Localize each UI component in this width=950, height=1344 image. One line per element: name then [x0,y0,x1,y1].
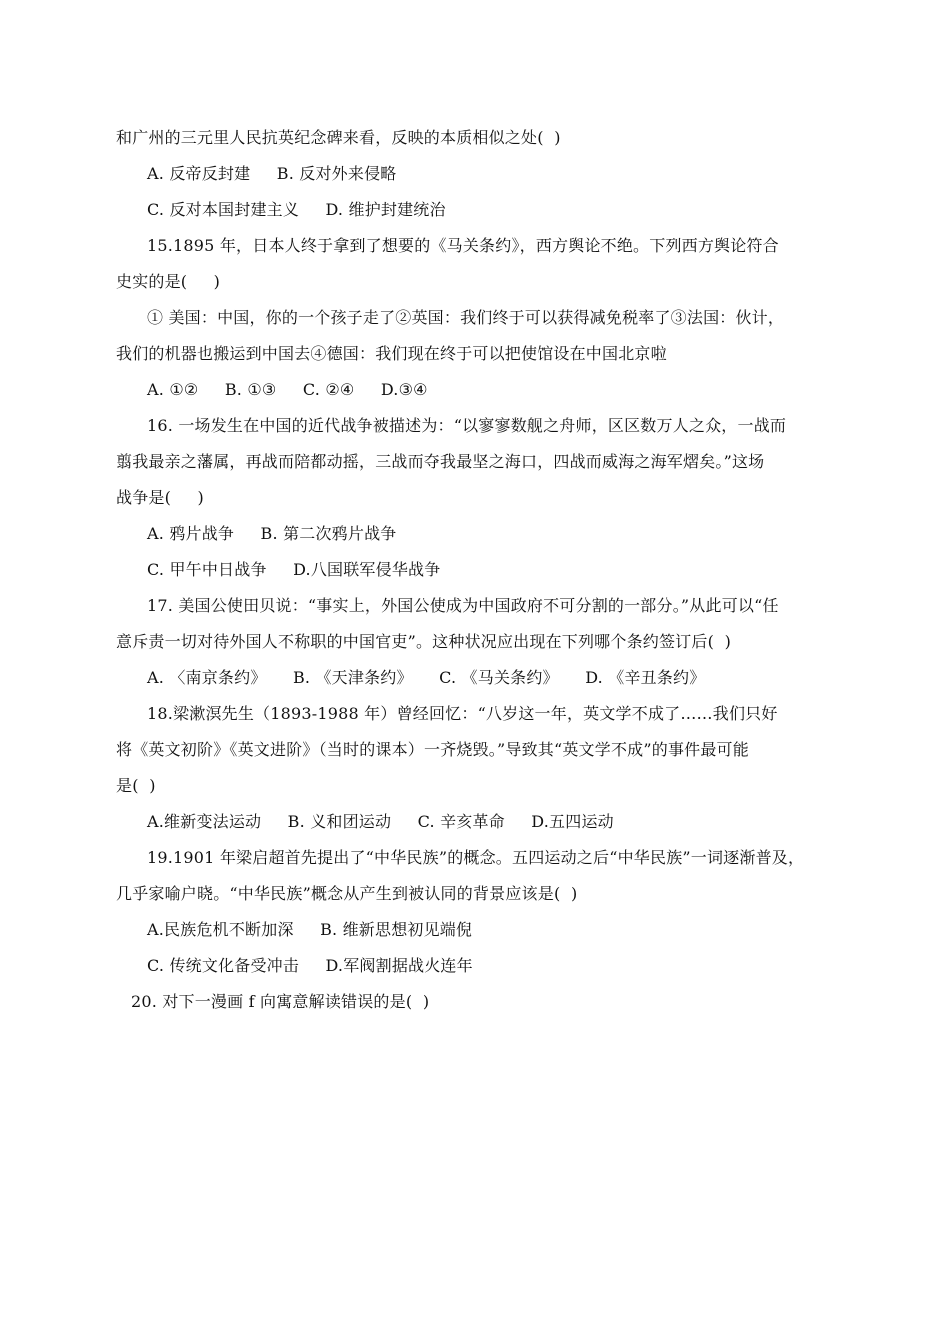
option-line: A. 反帝反封建 B. 反对外来侵略 [147,164,397,183]
question-line: 17. 美国公使田贝说：“事实上，外国公使成为中国政府不可分割的一部分。”从此可以“任 [147,596,779,615]
option-line: A. ①② B. ①③ C. ②④ D.③④ [147,380,428,399]
option-line: A.民族危机不断加深 B. 维新思想初见端倪 [147,920,473,939]
text-line: 和广州的三元里人民抗英纪念碑来看，反映的本质相似之处( ) [116,128,561,147]
question-line: 19.1901 年梁启超首先提出了“中华民族”的概念。五四运动之后“中华民族”一词逐渐普及， [147,848,805,867]
question-line: 18.梁漱溟先生（1893-1988 年）曾经回忆：“八岁这一年，英文学不成了……我们只好 [147,704,778,723]
option-line: A. 〈南京条约》 B. 《天津条约》 C. 《马关条约》 D. 《辛丑条约》 [147,668,706,687]
text-line: 几乎家喻户晓。“中华民族”概念从产生到被认同的背景应该是( ) [116,884,578,903]
text-line: 史实的是( ) [116,272,221,291]
text-line: 翦我最亲之藩属，再战而陪都动摇，三战而夺我最坚之海口，四战而威海之海军熠矣。”这场 [116,452,765,471]
text-line: 战争是( ) [116,488,204,507]
text-line: 是( ) [116,776,156,795]
option-line: C. 甲午中日战争 D.八国联军侵华战争 [147,560,441,579]
text-line: 将《英文初阶》《英文进阶》（当时的课本）一齐烧毁。”导致其“英文学不成”的事件最可能 [116,740,749,759]
text-line: ① 美国：中国，你的一个孩子走了②英国：我们终于可以获得减免税率了③法国：伙计， [147,308,785,327]
question-line: 15.1895 年，日本人终于拿到了想要的《马关条约》，西方舆论不绝。下列西方舆论符合 [147,236,779,255]
option-line: C. 反对本国封建主义 D. 维护封建统治 [147,200,446,219]
option-line: A.维新变法运动 B. 义和团运动 C. 辛亥革命 D.五四运动 [147,812,614,831]
question-line: 20. 对下一漫画 f 向寓意解读错误的是( ) [131,992,430,1011]
text-line: 意斥责一切对待外国人不称职的中国官吏”。这种状况应出现在下列哪个条约签订后( ) [116,632,732,651]
option-line: C. 传统文化备受冲击 D.军阀割据战火连年 [147,956,473,975]
question-line: 16. 一场发生在中国的近代战争被描述为：“以寥寥数舰之舟师，区区数万人之众，一战而 [147,416,787,435]
text-line: 我们的机器也搬运到中国去④德国：我们现在终于可以把使馆设在中国北京啦 [116,344,667,363]
option-line: A. 鸦片战争 B. 第二次鸦片战争 [147,524,397,543]
